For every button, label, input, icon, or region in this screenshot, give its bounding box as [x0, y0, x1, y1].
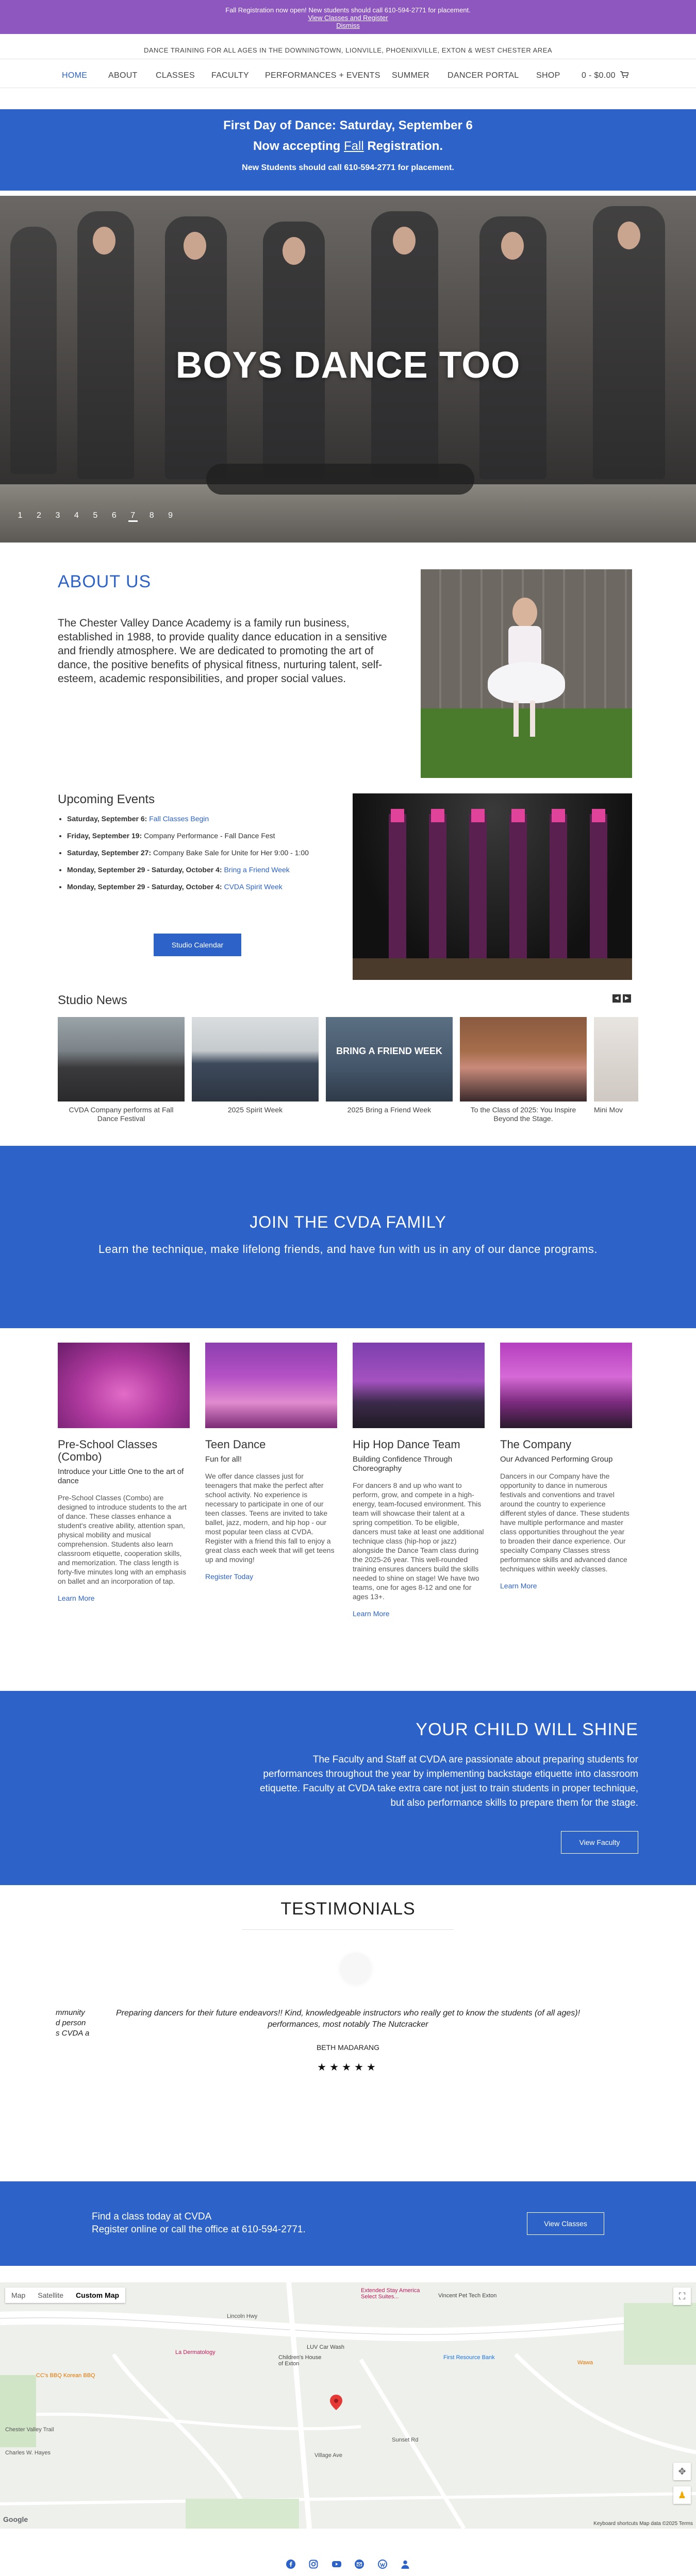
rating-stars: ★★★★★ — [317, 2062, 379, 2073]
news-card[interactable] — [326, 1017, 453, 1114]
learn-more-link[interactable]: Learn More — [500, 1582, 537, 1590]
map-label: Chester Valley Trail — [5, 2427, 54, 2433]
testimonial-author: BETH MADARANG — [316, 2043, 380, 2052]
events-photo — [353, 793, 632, 980]
slide-dot[interactable]: 2 — [37, 511, 41, 520]
program-text: We offer dance classes just for teenagers that make the perfect after school activity. No experience is necessary to participate in one of our teen classes. Teens are invited to take ballet, jazz, modern, and hip hop - our most popular teen class at CVDA. Register with a friend this fall to enjoy a great class each week that will get teens up and moving! — [205, 1472, 335, 1564]
slide-dot[interactable]: 8 — [149, 511, 154, 520]
slide-dot[interactable]: 9 — [168, 511, 173, 520]
program-image — [58, 1343, 190, 1428]
nav-home[interactable]: HOME — [62, 71, 88, 80]
testimonial-avatar — [340, 1953, 371, 1984]
find-class-line2: Register online or call the office at 610-594-2771. — [92, 2224, 306, 2235]
camera-control-icon[interactable]: ✥ — [673, 2463, 691, 2480]
placement-note: New Students should call 610-594-2771 for placement. — [242, 163, 454, 172]
nav-performances-events[interactable]: PERFORMANCES + EVENTS — [265, 71, 380, 80]
map-type-tabs — [5, 2287, 125, 2303]
about-photo — [421, 569, 632, 778]
map-label: Village Ave — [314, 2452, 343, 2459]
program-title: The Company — [500, 1438, 572, 1451]
pegman-icon[interactable]: ♟ — [673, 2486, 691, 2504]
program-card — [353, 1343, 485, 1618]
slide-pagination — [15, 511, 175, 522]
instagram-icon[interactable] — [308, 2560, 319, 2570]
map-label: Wawa — [577, 2360, 593, 2366]
location-map[interactable] — [0, 2282, 696, 2529]
program-title: Teen Dance — [205, 1438, 266, 1451]
testimonial-prev-fragment: mmunity d person s CVDA a — [56, 2008, 90, 2038]
learn-more-link[interactable]: Learn More — [58, 1594, 95, 1602]
join-banner — [0, 1146, 696, 1328]
about-title: ABOUT US — [58, 572, 152, 591]
register-today-link[interactable]: Register Today — [205, 1572, 254, 1581]
program-title: Pre-School Classes (Combo) — [58, 1438, 158, 1463]
program-subtitle: Our Advanced Performing Group — [500, 1455, 613, 1464]
nav-faculty[interactable]: FACULTY — [211, 71, 249, 80]
event-text: Company Performance - Fall Dance Fest — [142, 832, 275, 840]
nav-about[interactable]: ABOUT — [108, 71, 138, 80]
news-card[interactable] — [594, 1017, 638, 1114]
join-text: Learn the technique, make lifelong friends, and have fun with us in any of our dance programs. — [98, 1243, 598, 1256]
map-footer-links[interactable]: Keyboard shortcuts Map data ©2025 Terms — [593, 2521, 693, 2527]
news-image — [326, 1017, 453, 1101]
divider — [242, 1929, 454, 1930]
main-navigation — [0, 66, 696, 84]
news-overlay-text: BRING A FRIEND WEEK — [336, 1046, 442, 1056]
events-title: Upcoming Events — [58, 792, 155, 806]
registration-line — [0, 139, 696, 154]
nav-shop[interactable]: SHOP — [536, 71, 560, 80]
testimonials-title: TESTIMONIALS — [280, 1899, 416, 1919]
news-image — [58, 1017, 185, 1101]
program-title: Hip Hop Dance Team — [353, 1438, 460, 1451]
program-card — [58, 1343, 190, 1602]
nav-summer[interactable]: SUMMER — [392, 71, 429, 80]
news-image — [594, 1017, 638, 1101]
wordpress-icon[interactable] — [377, 2560, 388, 2570]
cart-total: 0 - $0.00 — [582, 71, 616, 80]
program-image — [500, 1343, 632, 1428]
event-link[interactable]: Bring a Friend Week — [222, 866, 290, 874]
map-tab-custom[interactable]: Custom Map — [76, 2291, 120, 2299]
registration-text: Now accepting — [253, 139, 344, 153]
nav-dancer-portal[interactable]: DANCER PORTAL — [448, 71, 519, 80]
program-text: Pre-School Classes (Combo) are designed to introduce students to the art of dance. These classes enhance a student's creative ability, attention span, physical mobility and musical comprehension. Students also learn classroom etiquette, cooperation skills, and memorization. The class length is forty-five minutes long with an emphasis on ballet and an incorporation of tap. — [58, 1494, 187, 1585]
nav-classes[interactable]: CLASSES — [156, 71, 195, 80]
news-card[interactable] — [58, 1017, 185, 1123]
program-text: Dancers in our Company have the opportunity to dance in numerous festivals and conventions and travel around the country to experience different styles of dance. These students have multiple performance and master class opportunities throughout the year to broaden their dance experience. Our specialty Company Classes stress performance skills and advanced dance techniques within weekly classes. — [500, 1472, 629, 1573]
dismiss-link[interactable]: Dismiss — [336, 22, 360, 29]
event-item — [67, 814, 340, 824]
join-title: JOIN THE CVDA FAMILY — [250, 1213, 446, 1231]
slide-dot[interactable]: 3 — [55, 511, 60, 520]
shine-text: The Faculty and Staff at CVDA are passionate about preparing students for performances throughout the year by implementing backstage etiquette into classroom etiquette. Faculty at CVDA take extra care not just to train students in proper technique, but also performance skills to prepare them for the stage. — [259, 1754, 638, 1808]
program-card — [205, 1343, 337, 1581]
map-pin-icon[interactable] — [330, 2395, 342, 2410]
map-label: Lincoln Hwy — [227, 2313, 258, 2319]
program-subtitle: Building Confidence Through Choreography — [353, 1455, 453, 1473]
program-image — [353, 1343, 485, 1428]
program-image — [205, 1343, 337, 1428]
view-faculty-button[interactable]: View Faculty — [561, 1831, 638, 1854]
map-tab-map[interactable]: Map — [11, 2291, 26, 2299]
map-brand-logo: Google — [3, 2515, 28, 2523]
program-text: For dancers 8 and up who want to perform, grow, and compete in a high-energy, team-focused environment. This team will showcase their talent at a spring competition. To be eligible, dancers must take at least one additional technique class (hip-hop or jazz) alongside the Dance Team class during the 2025-26 year. This well-rounded training ensures dancers build the skills needed to shine on stage! We have two teams, one for ages 8-12 and one for ages 13+. — [353, 1481, 484, 1601]
slide-dot-current[interactable]: 7 — [128, 511, 138, 522]
studio-calendar-button[interactable]: Studio Calendar — [154, 934, 241, 956]
event-date: Monday, September 29 - Saturday, October 4: — [67, 866, 222, 874]
announcement-bar — [0, 0, 696, 34]
program-subtitle: Introduce your Little One to the art of dance — [58, 1467, 184, 1485]
event-date: Saturday, September 6: — [67, 815, 147, 823]
event-item — [67, 882, 340, 892]
map-label: Sunset Rd — [392, 2437, 419, 2443]
facebook-icon[interactable] — [286, 2560, 296, 2570]
news-image — [192, 1017, 319, 1101]
fullscreen-icon[interactable]: ⛶ — [673, 2287, 691, 2305]
site-tagline: DANCE TRAINING FOR ALL AGES IN THE DOWNINGTOWN, LIONVILLE, PHOENIXVILLE, EXTON & WEST CHESTER AREA — [143, 46, 553, 54]
news-caption: 2025 Spirit Week — [227, 1106, 283, 1114]
news-caption: CVDA Company performs at Fall Dance Festival — [69, 1106, 174, 1123]
hero-title: BOYS DANCE TOO — [175, 345, 521, 386]
cart-icon — [620, 71, 628, 78]
event-item — [67, 865, 340, 875]
event-text: Company Bake Sale for Unite for Her 9:00 - 1:00 — [151, 849, 309, 857]
map-label: Children's House of Exton — [278, 2354, 322, 2367]
news-prev-button[interactable]: ◀ — [612, 994, 621, 1003]
event-link[interactable]: CVDA Spirit Week — [222, 883, 283, 891]
news-caption: Mini Mov — [594, 1106, 623, 1114]
slide-dot[interactable]: 4 — [74, 511, 79, 520]
event-item — [67, 848, 340, 858]
faculty-banner — [0, 1691, 696, 1885]
youtube-icon[interactable] — [332, 2560, 342, 2570]
map-label: First Resource Bank — [443, 2354, 495, 2361]
shine-title: YOUR CHILD WILL SHINE — [416, 1720, 638, 1739]
learn-more-link[interactable]: Learn More — [353, 1609, 390, 1618]
program-subtitle: Fun for all! — [205, 1455, 242, 1464]
view-classes-button[interactable]: View Classes — [527, 2212, 604, 2235]
first-day-heading: First Day of Dance: Saturday, September 6 — [223, 118, 473, 132]
slide-dot[interactable]: 5 — [93, 511, 98, 520]
social-links — [0, 2560, 696, 2571]
map-label: LUV Car Wash — [307, 2344, 344, 2350]
news-card[interactable] — [460, 1017, 587, 1123]
news-caption: To the Class of 2025: You Inspire Beyond the Stage. — [470, 1106, 576, 1123]
testimonial-quote: Preparing dancers for their future endeavors!! Kind, knowledgeable instructors who really get to know the students (of all ages)! performances, most notably The Nutcracker — [115, 2009, 581, 2029]
cart-link[interactable] — [582, 71, 628, 80]
email-icon[interactable] — [354, 2560, 364, 2570]
slide-dot[interactable]: 1 — [18, 511, 23, 520]
event-item — [67, 831, 340, 841]
find-class-text — [92, 2210, 306, 2236]
event-date: Monday, September 29 - Saturday, October 4: — [67, 883, 222, 891]
registration-text-end: Registration. — [363, 139, 443, 153]
announcement-text: Fall Registration now open! New students should call 610-594-2771 for placement. — [225, 6, 471, 14]
map-label: Charles W. Hayes — [5, 2450, 51, 2456]
news-card[interactable] — [192, 1017, 319, 1114]
events-list — [67, 814, 340, 899]
first-day-banner — [0, 109, 696, 191]
event-link[interactable]: Fall Classes Begin — [147, 815, 209, 823]
hero-slideshow — [0, 196, 696, 543]
about-text: The Chester Valley Dance Academy is a family run business, established in 1988, to provide quality dance education in a sensitive and friendly atmosphere. We are dedicated to promoting the art of dance, the positive benefits of physical fitness, nurturing talent, self-esteem, academic responsibilities, and proper social values. — [58, 617, 387, 685]
map-tab-satellite[interactable]: Satellite — [38, 2291, 64, 2299]
fall-registration-link[interactable]: Fall — [344, 139, 364, 153]
find-class-banner — [0, 2181, 696, 2266]
slide-dot[interactable]: 6 — [111, 511, 117, 520]
program-card — [500, 1343, 632, 1590]
map-label: CC's BBQ Korean BBQ — [36, 2372, 95, 2379]
news-caption: 2025 Bring a Friend Week — [347, 1106, 432, 1114]
map-label: La Dermatology — [175, 2349, 216, 2355]
event-date: Friday, September 19: — [67, 832, 142, 840]
map-footer — [0, 2519, 696, 2529]
news-title: Studio News — [58, 993, 127, 1007]
map-roads — [0, 2282, 696, 2529]
find-class-line1: Find a class today at CVDA — [92, 2211, 212, 2222]
view-classes-link[interactable]: View Classes and Register — [308, 14, 388, 22]
event-date: Saturday, September 27: — [67, 849, 152, 857]
map-label: Vincent Pet Tech Exton — [438, 2293, 497, 2299]
user-icon[interactable] — [400, 2560, 410, 2570]
news-image — [460, 1017, 587, 1101]
map-label: Extended Stay America Select Suites... — [361, 2287, 420, 2300]
news-next-button[interactable]: ▶ — [623, 994, 631, 1003]
